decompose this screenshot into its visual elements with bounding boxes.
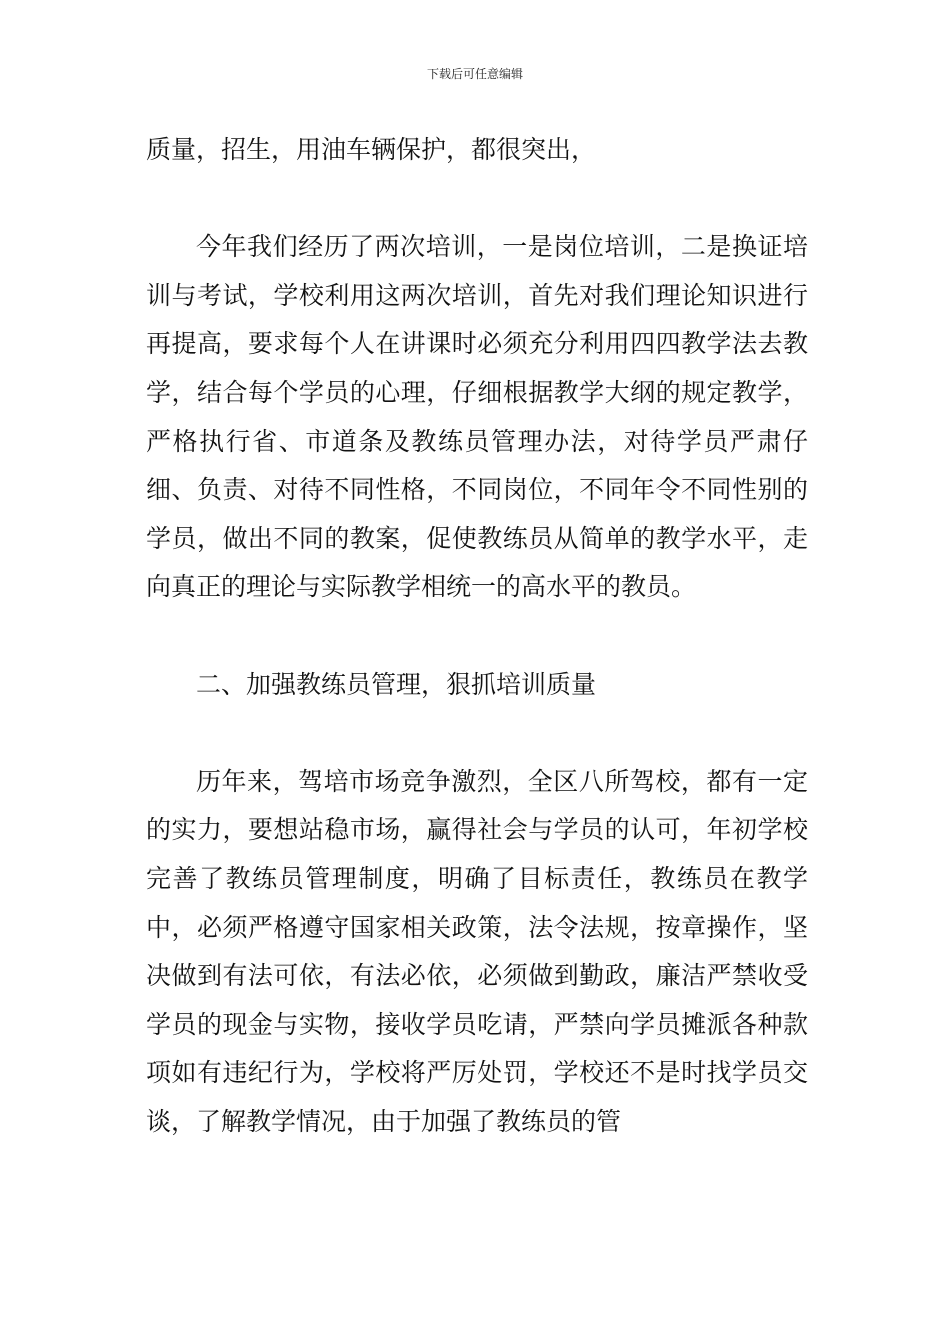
training-paragraph: 今年我们经历了两次培训，一是岗位培训，二是换证培训与考试，学校利用这两次培训，首先对我们理论知识进行再提高，要求每个人在讲课时必须充分利用四四教学法去教学，结合每个学员的心理，仔细根据教学大纲的规定教学，严格执行省、市道条及教练员管理办法，对待学员严肃仔细、负责、对待不同性格，不同岗位，不同年令不同性别的学员，做出不同的教案，促使教练员从简单的教学水平，走向真正的理论与实际教学相统一的高水平的教员。 — [146, 232, 808, 602]
page-header: 下载后可任意编辑 — [426, 67, 523, 81]
section-heading: 二、加强教练员管理，狠抓培训质量 — [196, 669, 597, 699]
continuation-paragraph: 质量，招生，用油车辆保护，都很突出， — [146, 135, 597, 164]
management-paragraph: 历年来，驾培市场竞争激烈，全区八所驾校，都有一定的实力，要想站稳市场，赢得社会与学员的认可，年初学校完善了教练员管理制度，明确了目标责任，教练员在教学中，必须严格遵守国家相关政策，法令法规，按章操作，坚决做到有法可依，有法必依，必须做到勤政，廉洁严禁收受学员的现金与实物，接收学员吃请，严禁向学员摊派各种款项如有违纪行为，学校将严厉处罚，学校还不是时找学员交谈，了解教学情况，由于加强了教练员的管 — [146, 766, 808, 1136]
document-body — [146, 126, 808, 1146]
